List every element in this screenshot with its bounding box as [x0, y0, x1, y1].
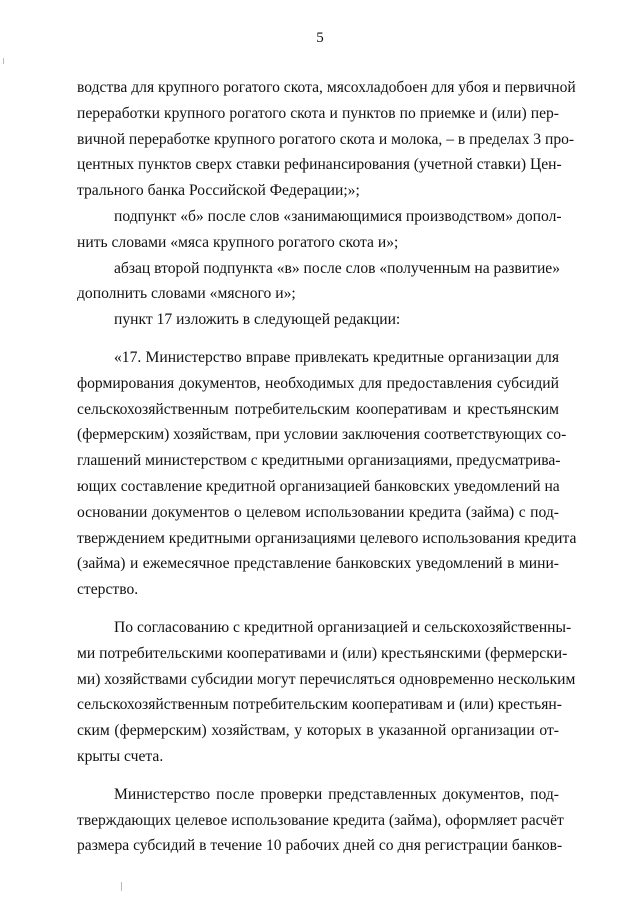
text-line: сельскохозяйственным потребительским кооперативам и крестьянским: [77, 400, 559, 418]
text-line: глашений министерством с кредитными организациями, предусматрива-: [77, 452, 561, 470]
text-line: По согласованию с кредитной организацией и сельскохозяйственны-: [114, 618, 572, 636]
text-line: водства для крупного рогатого скота, мясохладобоен для убоя и первичной: [77, 79, 576, 96]
text-line: размера субсидий в течение 10 рабочих дней со дня регистрации банков-: [77, 837, 563, 855]
text-line: подпункт «б» после слов «занимающимися производством» допол-: [114, 207, 562, 225]
text-line: центных пунктов сверх ставки рефинансирования (учетной ставки) Цен-: [77, 156, 562, 174]
text-line: (фермерским) хозяйствам, при условии заключения соответствующих со-: [77, 426, 567, 444]
text-line: сельскохозяйственным потребительским кооперативам и (или) крестьян-: [77, 696, 562, 714]
text-line: (займа) и ежемесячное представление банковских уведомлений в мини-: [77, 555, 559, 573]
text-line: ми) хозяйствами субсидии могут перечисляться одновременно нескольким: [77, 670, 576, 688]
paragraph: [77, 256, 559, 308]
document-body: [77, 75, 577, 859]
paragraph: [77, 782, 564, 859]
page-number: 5: [316, 30, 324, 46]
text-line: переработки крупного рогатого скота и пунктов по приемке и (или) пер-: [77, 104, 559, 122]
text-line: пункт 17 изложить в следующей редакции:: [114, 311, 401, 329]
text-line: тверждением кредитными организациями целевого использования кредита: [77, 529, 577, 547]
text-line: крыты счета.: [77, 747, 164, 765]
text-line: абзац второй подпункта «в» после слов «полученным на развитие»: [114, 259, 561, 277]
scan-mark-left: [3, 58, 4, 64]
paragraph-gap: [77, 770, 559, 782]
text-line: нить словами «мяса крупного рогатого скота и»;: [77, 233, 399, 251]
text-line: основании документов о целевом использовании кредита (займа) с под-: [77, 503, 559, 521]
paragraph: [77, 204, 562, 256]
paragraph: [77, 307, 559, 333]
paragraph-gap: [77, 603, 559, 615]
text-line: ским (фермерским) хозяйствам, у которых в указанной организации от-: [77, 722, 559, 740]
text-line: ющих составление кредитной организацией банковских уведомлений на: [77, 477, 560, 495]
paragraph-gap: [77, 333, 559, 345]
text-line: дополнить словами «мясного и»;: [77, 285, 296, 303]
paragraph: [77, 345, 577, 603]
text-line: стерство.: [77, 581, 139, 599]
text-line: трального банка Российской Федерации;»;: [77, 182, 360, 200]
text-line: тверждающих целевое использование кредита (займа), оформляет расчёт: [77, 811, 564, 829]
text-line: формирования документов, необходимых для предоставления субсидий: [77, 374, 559, 392]
scan-mark-bottom: [121, 882, 122, 891]
text-line: Министерство после проверки представленных документов, под-: [114, 785, 559, 803]
text-line: вичной переработке крупного рогатого скота и молока, – в пределах 3 про-: [77, 130, 575, 148]
text-line: «17. Министерство вправе привлекать кредитные организации для: [114, 348, 559, 366]
paragraph: [77, 75, 576, 204]
paragraph: [77, 615, 576, 770]
text-line: ми потребительскими кооперативами и (или) крестьянскими (фермерски-: [77, 644, 568, 662]
